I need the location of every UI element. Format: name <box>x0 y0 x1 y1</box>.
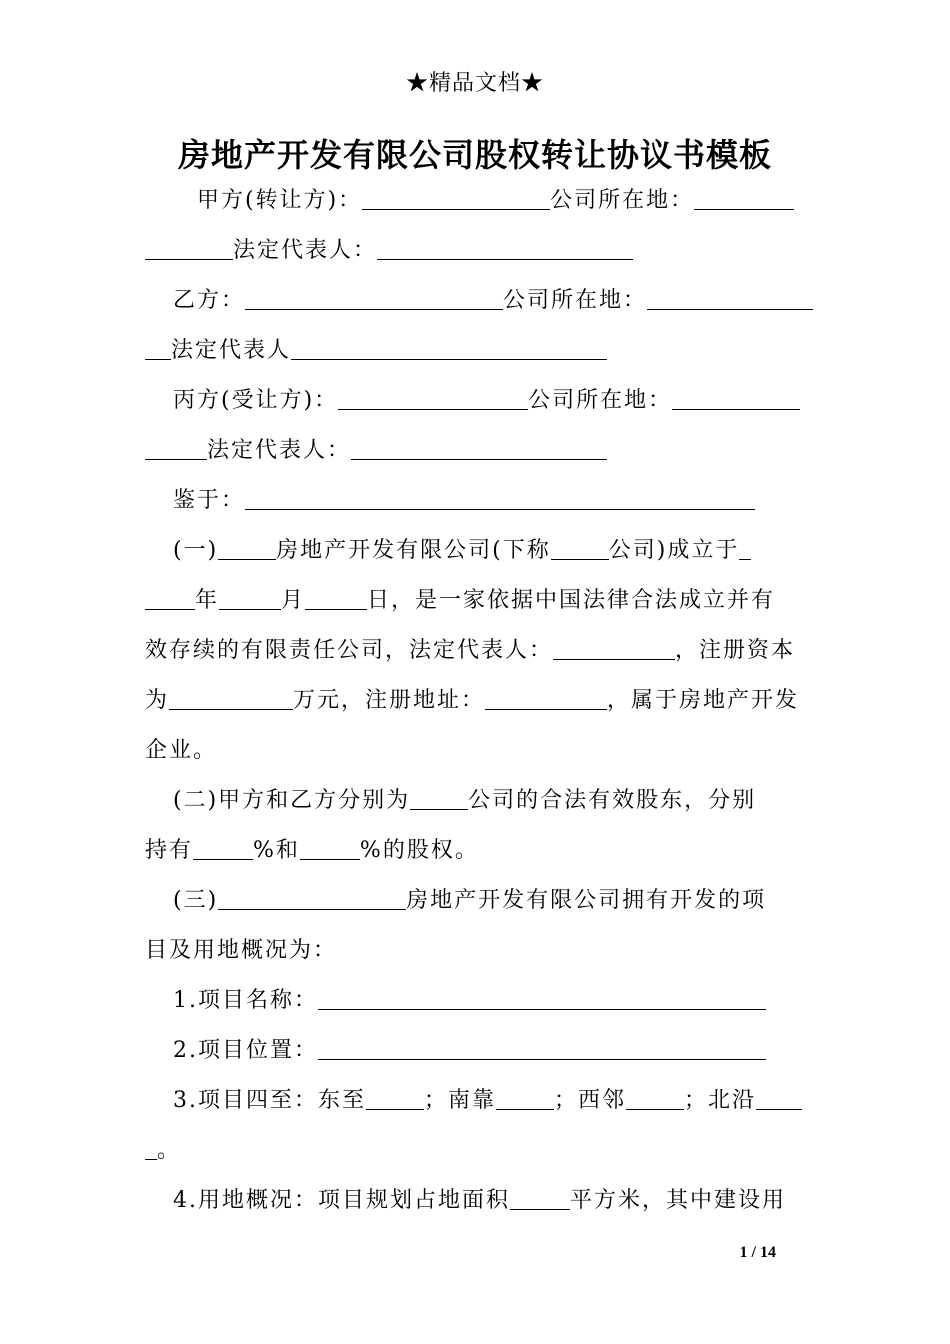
project-location-blank <box>318 1037 766 1060</box>
party-c-rep-blank <box>351 437 607 460</box>
north-blank <box>756 1087 802 1110</box>
clause-2-text-b: 公司的合法有效股东，分别 <box>468 788 757 813</box>
party-a-address-label: 公司所在地： <box>550 188 695 213</box>
clause-2-text-c: 持有 <box>145 838 194 863</box>
project-boundaries-line-2 <box>145 1136 810 1166</box>
registered-capital-label: ，注册资本 <box>675 638 796 663</box>
year-label: 年 <box>195 588 220 613</box>
whereas-label: 鉴于： <box>173 488 246 513</box>
party-c-address-label: 公司所在地： <box>528 388 673 413</box>
party-b-share-blank <box>300 837 360 860</box>
clause-2-text-d: %和 <box>253 838 300 863</box>
clause-1-line-5 <box>145 736 810 766</box>
party-c-label: 丙方(受让方)： <box>173 388 339 413</box>
party-b-label: 乙方： <box>173 288 246 313</box>
party-c-rep-line <box>145 436 810 466</box>
party-c-rep-label: 法定代表人： <box>207 438 352 463</box>
clause-2-line-2 <box>145 836 810 866</box>
company-short-name-blank <box>551 537 609 560</box>
south-label: ；南靠 <box>424 1088 497 1113</box>
project-location-line <box>145 1036 838 1066</box>
party-a-label: 甲方(转让方)： <box>197 188 363 213</box>
project-name-line <box>145 986 838 1016</box>
registered-address-label: 万元，注册地址： <box>293 688 486 713</box>
north-blank-cont <box>145 1137 157 1160</box>
party-b-line <box>145 286 838 316</box>
party-a-line <box>145 186 862 216</box>
clause-3-text-b: 目及用地概况为： <box>145 938 338 963</box>
header-mark: ★精品文档★ <box>405 71 544 96</box>
legal-rep-blank <box>553 637 675 660</box>
land-area-blank <box>510 1187 570 1210</box>
day-blank <box>305 587 367 610</box>
party-a-rep-label: 法定代表人： <box>233 238 378 263</box>
target-company-blank <box>410 787 468 810</box>
clause-1-text-e: 为 <box>145 688 170 713</box>
party-a-address-blank <box>694 187 794 210</box>
year-blank-start <box>739 537 751 560</box>
east-blank <box>366 1087 424 1110</box>
party-c-address-blank <box>672 387 800 410</box>
clause-2-text-e: %的股权。 <box>359 838 479 863</box>
north-label: ；北沿 <box>684 1088 757 1113</box>
clause-1-text-b: 公司)成立于 <box>608 538 740 563</box>
project-name-label: 1.项目名称： <box>173 988 318 1013</box>
party-c-name-blank <box>338 387 528 410</box>
party-c-address-blank-cont <box>145 437 207 460</box>
clause-3-line-2 <box>145 936 810 966</box>
address-blank <box>485 687 607 710</box>
land-overview-line <box>145 1186 838 1216</box>
east-label: 3.项目四至：东至 <box>173 1088 366 1113</box>
clause-1-text-d: 效存续的有限责任公司，法定代表人： <box>145 638 554 663</box>
clause-1-text-g: 企业。 <box>145 738 218 763</box>
clause-3-number: (三) <box>173 888 219 913</box>
clause-1-text-a: 房地产开发有限公司(下称 <box>276 538 551 563</box>
page-number: 1 / 14 <box>739 1244 776 1261</box>
clause-1-text-c: 日，是一家依据中国法律合法成立并有 <box>367 588 776 613</box>
clause-1-text-f: ，属于房地产开发 <box>607 688 800 713</box>
party-a-share-blank <box>193 837 253 860</box>
west-blank <box>626 1087 684 1110</box>
year-blank <box>145 587 195 610</box>
land-overview-label: 4.用地概况：项目规划占地面积 <box>173 1188 510 1213</box>
period-mark: 。 <box>157 1138 182 1163</box>
month-blank <box>219 587 281 610</box>
party-c-line <box>145 386 838 416</box>
clause-1-line-4 <box>145 686 810 716</box>
clause-1-line-1 <box>145 536 838 566</box>
party-b-address-label: 公司所在地： <box>503 288 648 313</box>
capital-blank <box>169 687 293 710</box>
party-b-rep-line <box>145 336 810 366</box>
project-boundaries-line <box>145 1086 838 1116</box>
clause-1-number: (一) <box>173 538 219 563</box>
party-a-rep-line <box>145 236 810 266</box>
clause-2-text-a: (二)甲方和乙方分别为 <box>173 788 411 813</box>
party-a-address-blank-cont <box>145 237 233 260</box>
clause-1-line-3 <box>145 636 810 666</box>
party-a-rep-blank <box>377 237 633 260</box>
party-b-rep-blank <box>291 337 607 360</box>
whereas-blank <box>245 487 755 510</box>
project-location-label: 2.项目位置： <box>173 1038 318 1063</box>
clause-3-text-a: 房地产开发有限公司拥有开发的项 <box>406 888 767 913</box>
south-blank <box>496 1087 554 1110</box>
party-b-address-blank-cont <box>145 337 171 360</box>
party-a-name-blank <box>362 187 550 210</box>
party-b-name-blank <box>245 287 503 310</box>
clause-2-line-1 <box>145 786 838 816</box>
company-name-blank <box>218 537 276 560</box>
party-b-rep-label: 法定代表人 <box>171 338 292 363</box>
whereas-line <box>145 486 838 516</box>
document-title: 房地产开发有限公司股权转让协议书模板 <box>177 136 772 174</box>
clause-1-line-2 <box>145 586 810 616</box>
party-b-address-blank <box>647 287 813 310</box>
developer-name-blank <box>218 887 406 910</box>
project-name-blank <box>318 987 766 1010</box>
month-label: 月 <box>281 588 306 613</box>
clause-3-line-1 <box>145 886 838 916</box>
land-overview-text: 平方米，其中建设用 <box>570 1188 787 1213</box>
west-label: ；西邻 <box>554 1088 627 1113</box>
